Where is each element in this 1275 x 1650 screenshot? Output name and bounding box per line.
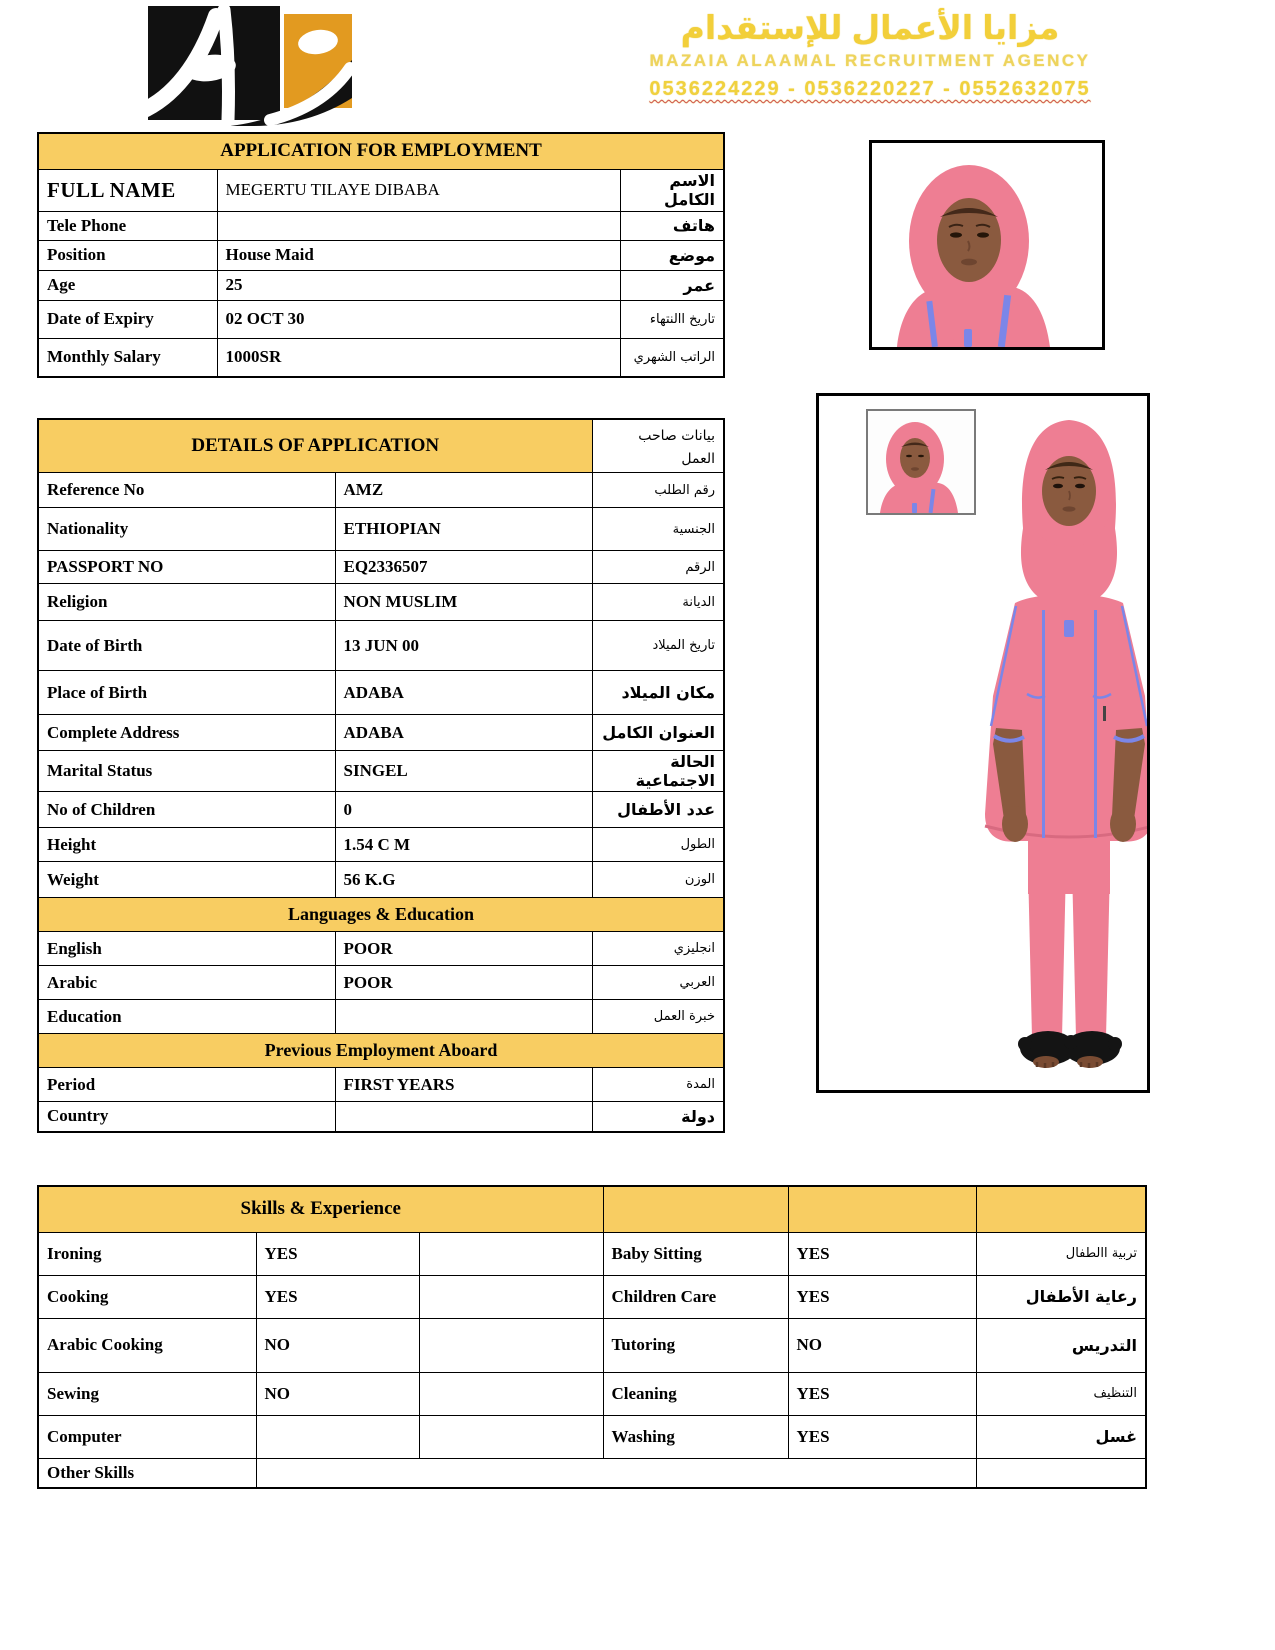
section-band: Previous Employment Aboard (38, 1034, 724, 1068)
field-label-arabic: الجنسية (592, 508, 724, 551)
field-label-arabic: موضع (620, 240, 724, 270)
field-label: Nationality (38, 508, 335, 551)
details-table-title-arabic: بيانات صاحب العمل (592, 419, 724, 473)
logo-figure-body (224, 10, 229, 120)
table-row (38, 715, 724, 751)
skill-label: Arabic Cooking (38, 1318, 256, 1372)
field-value: ADABA (335, 671, 592, 715)
skill-label: Washing (603, 1415, 788, 1458)
skills-table (37, 1185, 1145, 1489)
table-row (38, 1034, 724, 1068)
field-label-arabic: الوزن (592, 862, 724, 898)
table-row (38, 551, 724, 584)
skill-value: NO (256, 1372, 419, 1415)
skill-value: YES (788, 1415, 976, 1458)
field-label: Weight (38, 862, 335, 898)
field-label: Education (38, 1000, 335, 1034)
table-row (38, 419, 724, 473)
table-row (38, 1068, 724, 1102)
field-value: 1000SR (217, 338, 620, 377)
table-row (38, 1000, 724, 1034)
field-label-arabic: العربي (592, 966, 724, 1000)
employment-table-title: APPLICATION FOR EMPLOYMENT (38, 133, 724, 169)
pants (1028, 866, 1066, 1038)
field-value: AMZ (335, 473, 592, 508)
table-row (38, 473, 724, 508)
portrait-photo-image (872, 143, 1102, 347)
table-row (38, 211, 724, 240)
field-label-arabic: هاتف (620, 211, 724, 240)
skill-label-arabic: التدريس (976, 1318, 1146, 1372)
letterhead (555, 8, 1185, 101)
field-value: 13 JUN 00 (335, 621, 592, 671)
field-label-arabic: العنوان الكامل (592, 715, 724, 751)
field-label-arabic: انجليزي (592, 932, 724, 966)
field-label-arabic: دولة (592, 1102, 724, 1132)
skill-label: Computer (38, 1415, 256, 1458)
skill-label: Children Care (603, 1275, 788, 1318)
applicant-inset-headshot (866, 409, 976, 515)
empty-cell (419, 1275, 603, 1318)
field-label: Tele Phone (38, 211, 217, 240)
field-label: Date of Birth (38, 621, 335, 671)
table-row (38, 862, 724, 898)
skills-header-spacer (788, 1186, 976, 1232)
field-value: 1.54 C M (335, 828, 592, 862)
skill-value: NO (256, 1318, 419, 1372)
table-row (38, 1275, 1146, 1318)
table-row (38, 966, 724, 1000)
table-row (38, 1415, 1146, 1458)
field-label: Arabic (38, 966, 335, 1000)
field-value: EQ2336507 (335, 551, 592, 584)
table-row (38, 240, 724, 270)
field-value: 25 (217, 270, 620, 300)
field-value (335, 1102, 592, 1132)
skill-label: Ironing (38, 1232, 256, 1275)
skill-label: Cleaning (603, 1372, 788, 1415)
field-label: PASSPORT NO (38, 551, 335, 584)
table-row (38, 169, 724, 211)
field-value: ADABA (335, 715, 592, 751)
field-label: Place of Birth (38, 671, 335, 715)
field-label: FULL NAME (38, 169, 217, 211)
field-label: No of Children (38, 792, 335, 828)
agency-logo (112, 2, 352, 126)
skill-label: Tutoring (603, 1318, 788, 1372)
field-label-arabic: الديانة (592, 584, 724, 621)
skills-table-title: Skills & Experience (38, 1186, 603, 1232)
field-label-arabic: تاريخ االنتهاء (620, 300, 724, 338)
skill-value: YES (788, 1372, 976, 1415)
employment-table (37, 132, 723, 378)
skill-value: YES (256, 1232, 419, 1275)
agency-name-english: MAZAIA ALAAMAL RECRUITMENT AGENCY (649, 51, 1091, 70)
skill-label: Sewing (38, 1372, 256, 1415)
skill-label: Baby Sitting (603, 1232, 788, 1275)
field-label-arabic: خبرة العمل (592, 1000, 724, 1034)
skill-value: YES (788, 1232, 976, 1275)
field-label-arabic: الاسم الكامل (620, 169, 724, 211)
field-label: English (38, 932, 335, 966)
field-label: Country (38, 1102, 335, 1132)
skill-value (256, 1415, 419, 1458)
table-row (38, 584, 724, 621)
field-value: 56 K.G (335, 862, 592, 898)
table-row (38, 270, 724, 300)
skill-label-arabic: التنظيف (976, 1372, 1146, 1415)
skill-label: Cooking (38, 1275, 256, 1318)
agency-phone-numbers: 0536224229 - 0536220227 - 0552632075 (649, 78, 1091, 100)
details-table (37, 418, 723, 1133)
table-row (38, 1102, 724, 1132)
field-value: ETHIOPIAN (335, 508, 592, 551)
field-label: Marital Status (38, 751, 335, 792)
table-row (38, 1372, 1146, 1415)
field-value: House Maid (217, 240, 620, 270)
table-row (38, 338, 724, 377)
field-label: Height (38, 828, 335, 862)
photo-artifact-mark (1103, 706, 1106, 721)
field-label-arabic: الطول (592, 828, 724, 862)
table-row (38, 671, 724, 715)
field-label: Reference No (38, 473, 335, 508)
skill-label-arabic: تربية االطفال (976, 1232, 1146, 1275)
empty-cell (976, 1458, 1146, 1488)
field-value: 0 (335, 792, 592, 828)
skills-header-spacer (603, 1186, 788, 1232)
empty-cell (419, 1318, 603, 1372)
field-value: POOR (335, 932, 592, 966)
skill-value: YES (256, 1275, 419, 1318)
inset-photo-image (868, 411, 974, 513)
field-label: Period (38, 1068, 335, 1102)
table-row (38, 133, 724, 169)
field-label: Monthly Salary (38, 338, 217, 377)
table-row (38, 508, 724, 551)
field-label: Complete Address (38, 715, 335, 751)
applicant-portrait-photo (869, 140, 1105, 350)
field-value: NON MUSLIM (335, 584, 592, 621)
other-skills-label: Other Skills (38, 1458, 256, 1488)
field-value: MEGERTU TILAYE DIBABA (217, 169, 620, 211)
field-label-arabic: عمر (620, 270, 724, 300)
field-label-arabic: المدة (592, 1068, 724, 1102)
agency-name-arabic: مزايا الأعمال للإستقدام (680, 9, 1060, 46)
applicant-full-body-photo (816, 393, 1150, 1093)
empty-cell (419, 1415, 603, 1458)
empty-cell (419, 1232, 603, 1275)
field-value: POOR (335, 966, 592, 1000)
field-value: FIRST YEARS (335, 1068, 592, 1102)
table-row (38, 1232, 1146, 1275)
skill-value: YES (788, 1275, 976, 1318)
field-label-arabic: تاريخ الميلاد (592, 621, 724, 671)
table-row (38, 792, 724, 828)
skill-label-arabic: رعاية الأطفال (976, 1275, 1146, 1318)
field-label-arabic: رقم الطلب (592, 473, 724, 508)
employment-table-grid (37, 132, 725, 378)
field-label: Religion (38, 584, 335, 621)
field-label-arabic: الحالة الاجتماعية (592, 751, 724, 792)
field-label: Position (38, 240, 217, 270)
table-row (38, 1318, 1146, 1372)
field-label-arabic: عدد الأطفال (592, 792, 724, 828)
field-label-arabic: الرقم (592, 551, 724, 584)
table-row (38, 932, 724, 966)
table-row (38, 828, 724, 862)
field-label: Date of Expiry (38, 300, 217, 338)
table-row (38, 300, 724, 338)
table-row (38, 621, 724, 671)
details-table-title: DETAILS OF APPLICATION (38, 419, 592, 473)
field-value: SINGEL (335, 751, 592, 792)
skill-value: NO (788, 1318, 976, 1372)
table-row (38, 898, 724, 932)
empty-cell (419, 1372, 603, 1415)
table-row (38, 1458, 1146, 1488)
table-row (38, 751, 724, 792)
field-label-arabic: الراتب الشهري (620, 338, 724, 377)
section-band: Languages & Education (38, 898, 724, 932)
field-value (217, 211, 620, 240)
field-value: 02 OCT 30 (217, 300, 620, 338)
field-label-arabic: مكان الميلاد (592, 671, 724, 715)
table-row (38, 1186, 1146, 1232)
details-table-grid (37, 418, 725, 1133)
skills-header-spacer (976, 1186, 1146, 1232)
field-value (335, 1000, 592, 1034)
uniform-chest-tab (1064, 620, 1074, 637)
other-skills-value (256, 1458, 976, 1488)
field-label: Age (38, 270, 217, 300)
skills-table-grid (37, 1185, 1147, 1489)
skill-label-arabic: غسل (976, 1415, 1146, 1458)
